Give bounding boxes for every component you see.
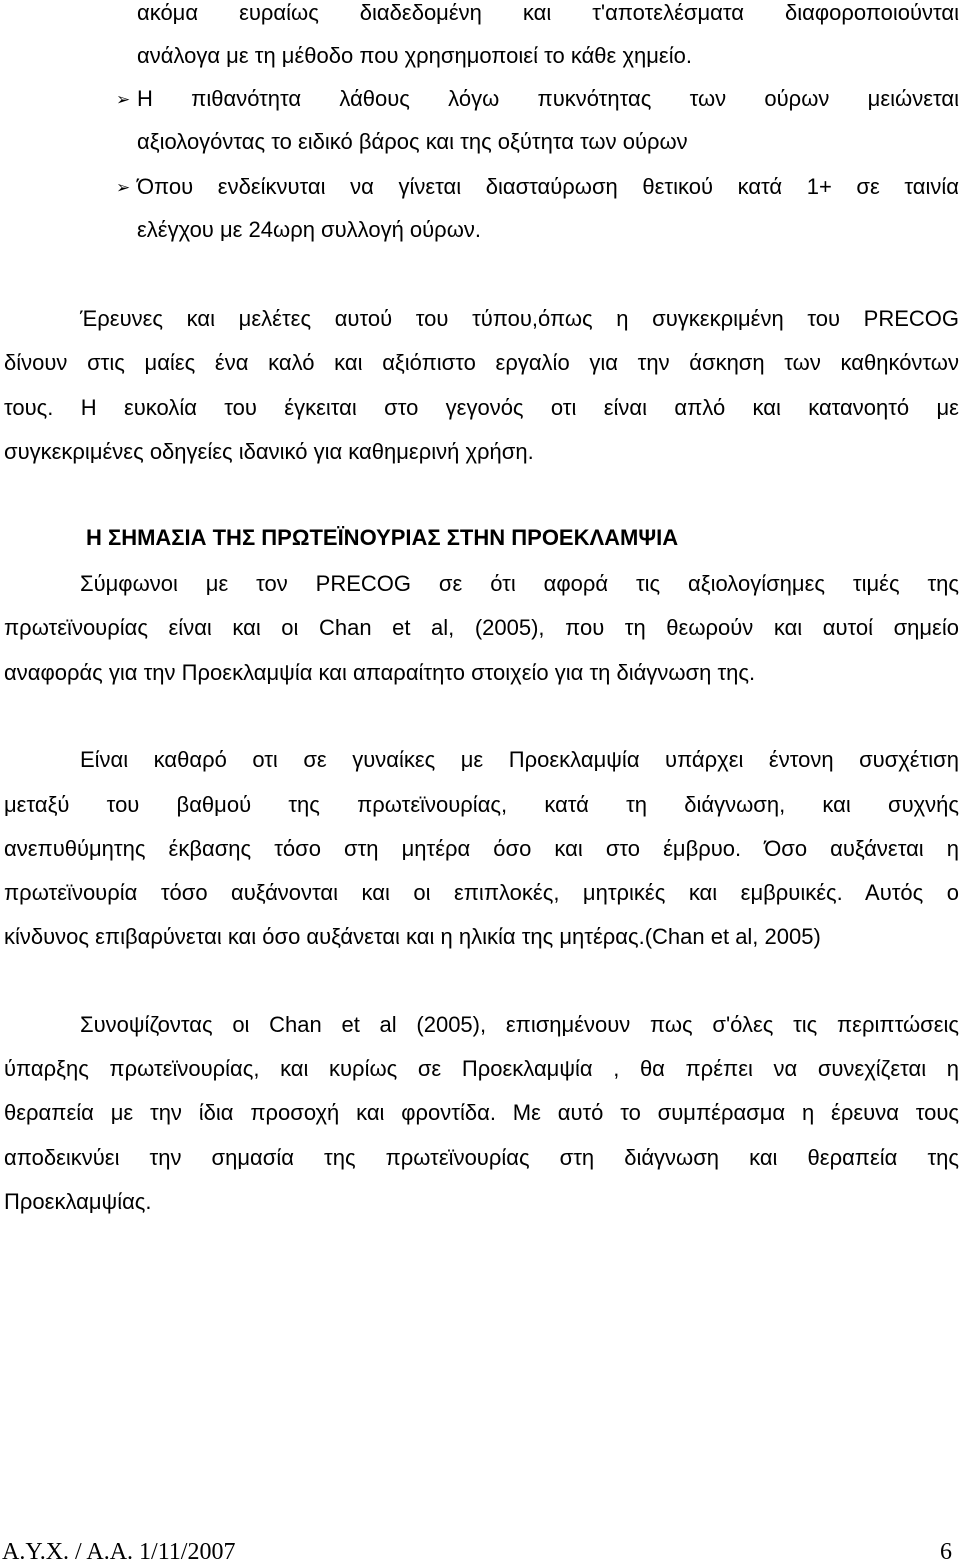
precog-paragraph-line-3: τους. Η ευκολία του έγκειται στο γεγονός οτι είναι απλό και κατανοητό με: [4, 395, 959, 420]
section-p1-line-2: πρωτεϊνουρίας είναι και οι Chan et al, (2005), που τη θεωρούν και αυτοί σημείο: [4, 615, 959, 640]
bullet-item-1-line-1: [116, 86, 959, 112]
precog-paragraph-line-4: συγκεκριμένες οδηγείες ιδανικό για καθημερινή χρήση.: [4, 439, 534, 464]
intro-line-2: ανάλογα με τη μέθοδο που χρησημοποιεί το κάθε χημείο.: [137, 43, 692, 68]
bullet-item-2-text: Όπου ενδείκνυται να γίνεται διασταύρωση θετικού κατά 1+ σε ταινία: [137, 174, 959, 199]
intro-line-1: ακόμα ευραίως διαδεδομένη και τ'αποτελέσματα διαφοροποιούνται: [137, 0, 959, 25]
section-p1-line-3: αναφοράς για την Προεκλαμψία και απαραίτητο στοιχείο για τη διάγνωση της.: [4, 660, 756, 685]
section-p2-line-4: πρωτεϊνουρία τόσο αυξάνονται και οι επιπλοκές, μητρικές και εμβρυικές. Αυτός ο: [4, 880, 959, 905]
bullet-item-2-line-1: [116, 174, 959, 200]
page-number: 6: [940, 1539, 952, 1565]
section-p3-line-1: Συνοψίζοντας οι Chan et al (2005), επισημένουν πως σ'όλες τις περιπτώσεις: [80, 1012, 959, 1037]
section-p2-line-1: Είναι καθαρό οτι σε γυναίκες με Προεκλαμψία υπάρχει έντονη συσχέτιση: [80, 747, 959, 772]
section-heading: Η ΣΗΜΑΣΙΑ ΤΗΣ ΠΡΩΤΕΪΝΟΥΡΙΑΣ ΣΤΗΝ ΠΡΟΕΚΛΑΜΨΙΑ: [86, 525, 679, 550]
section-p1-line-1: Σύμφωνοι με τον PRECOG σε ότι αφορά τις αξιολογίσημες τιμές της: [80, 571, 959, 596]
precog-paragraph-line-1: Έρευνες και μελέτες αυτού του τύπου,όπως η συγκεκριμένη του PRECOG: [80, 306, 959, 331]
arrow-bullet-icon: ➢: [116, 178, 131, 198]
section-p3-line-2: ύπαρξης πρωτεϊνουρίας, και κυρίως σε Προεκλαμψία , θα πρέπει να συνεχίζεται η: [4, 1056, 959, 1081]
section-p3-line-4: αποδεικνύει την σημασία της πρωτεϊνουρίας στη διάγνωση και θεραπεία της: [4, 1145, 959, 1170]
section-p2-line-5: κίνδυνος επιβαρύνεται και όσο αυξάνεται και η ηλικία της μητέρας.(Chan et al, 2005): [4, 924, 821, 949]
section-p3-line-3: θεραπεία με την ίδια προσοχή και φροντίδα. Με αυτό το συμπέρασμα η έρευνα τους: [4, 1100, 959, 1125]
bullet-item-2-line-2: ελέγχου με 24ωρη συλλογή ούρων.: [137, 217, 481, 242]
section-p2-line-2: μεταξύ του βαθμού της πρωτεϊνουρίας, κατά τη διάγνωση, και συχνής: [4, 792, 959, 817]
arrow-bullet-icon: ➢: [116, 90, 131, 110]
section-p2-line-3: ανεπυθύμητης έκβασης τόσο στη μητέρα όσο και στο έμβρυο. Όσο αυξάνεται η: [4, 836, 959, 861]
bullet-item-1-text: Η πιθανότητα λάθους λόγω πυκνότητας των ούρων μειώνεται: [137, 86, 959, 111]
bullet-item-1-line-2: αξιολογόντας το ειδικό βάρος και της οξύτητα των ούρων: [137, 129, 688, 154]
footer-author-date: Α.Υ.Χ. / Α.Α. 1/11/2007: [2, 1539, 236, 1565]
section-p3-line-5: Προεκλαμψίας.: [4, 1189, 152, 1214]
precog-paragraph-line-2: δίνουν στις μαίες ένα καλό και αξιόπιστο εργαλίο για την άσκηση των καθηκόντων: [4, 350, 959, 375]
